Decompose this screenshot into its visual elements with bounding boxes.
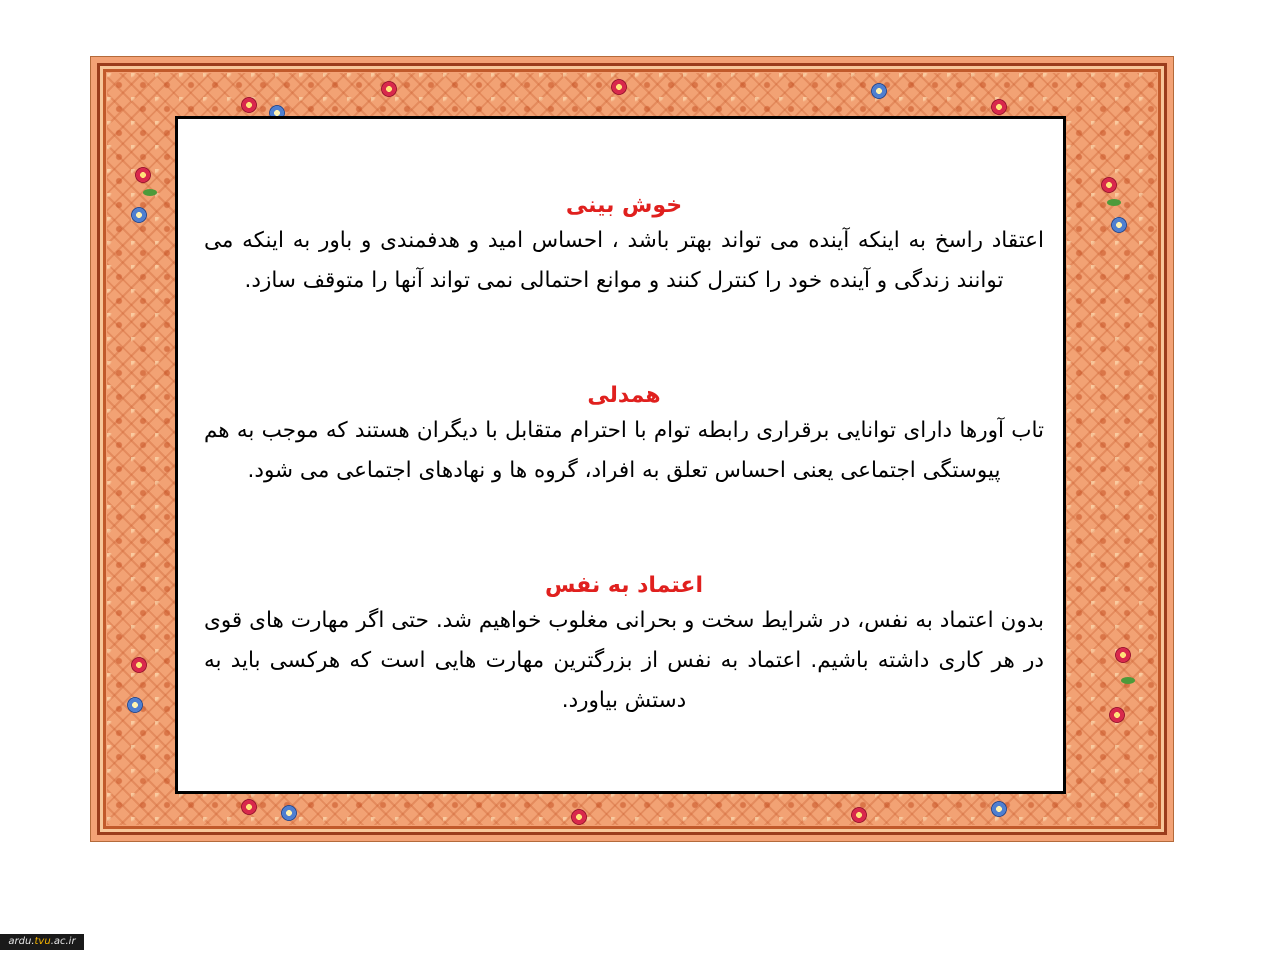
watermark-suffix: .ac.ir	[50, 936, 76, 947]
flower-ornament	[991, 801, 1007, 817]
section-self-confidence	[198, 571, 1050, 721]
flower-ornament	[127, 697, 143, 713]
flower-ornament	[1111, 217, 1127, 233]
flower-ornament	[991, 99, 1007, 115]
flower-ornament	[1109, 707, 1125, 723]
section-heading: خوش بینی	[565, 193, 683, 218]
flower-ornament	[1101, 177, 1117, 193]
section-heading: اعتماد به نفس	[545, 573, 703, 598]
site-watermark	[0, 934, 84, 950]
flower-ornament	[135, 167, 151, 183]
flower-ornament	[241, 799, 257, 815]
watermark-prefix: ardu.	[8, 936, 35, 947]
flower-ornament	[611, 79, 627, 95]
section-optimism	[198, 191, 1050, 301]
flower-ornament	[1115, 647, 1131, 663]
flower-ornament	[131, 207, 147, 223]
flower-ornament	[381, 81, 397, 97]
flower-ornament	[241, 97, 257, 113]
content-panel	[175, 116, 1066, 794]
section-body: تاب آورها دارای توانایی برقراری رابطه توام با احترام متقابل با دیگران هستند که موجب به هم پیوستگی اجتماعی یعنی احساس تعلق به افراد، گروه ها و نهادهای اجتماعی می شود.	[204, 418, 1044, 483]
section-heading: همدلی	[587, 383, 661, 408]
section-body: بدون اعتماد به نفس، در شرایط سخت و بحرانی مغلوب خواهیم شد. حتی اگر مهارت های قوی در هر کاری داشته باشیم. اعتماد به نفس از بزرگترین مهارت هایی است که هرکسی باید به دستش بیاورد.	[204, 608, 1044, 713]
section-empathy	[198, 381, 1050, 491]
leaf-ornament	[1107, 199, 1121, 206]
flower-ornament	[851, 807, 867, 823]
leaf-ornament	[143, 189, 157, 196]
leaf-ornament	[1121, 677, 1135, 684]
section-body: اعتقاد راسخ به اینکه آینده می تواند بهتر باشد ، احساس امید و هدفمندی و باور به اینکه می توانند زندگی و آینده خود را کنترل کنند و موانع احتمالی نمی تواند آنها را متوقف سازد.	[204, 228, 1044, 293]
flower-ornament	[131, 657, 147, 673]
flower-ornament	[571, 809, 587, 825]
flower-ornament	[281, 805, 297, 821]
watermark-highlight: tvu	[34, 936, 51, 947]
flower-ornament	[871, 83, 887, 99]
